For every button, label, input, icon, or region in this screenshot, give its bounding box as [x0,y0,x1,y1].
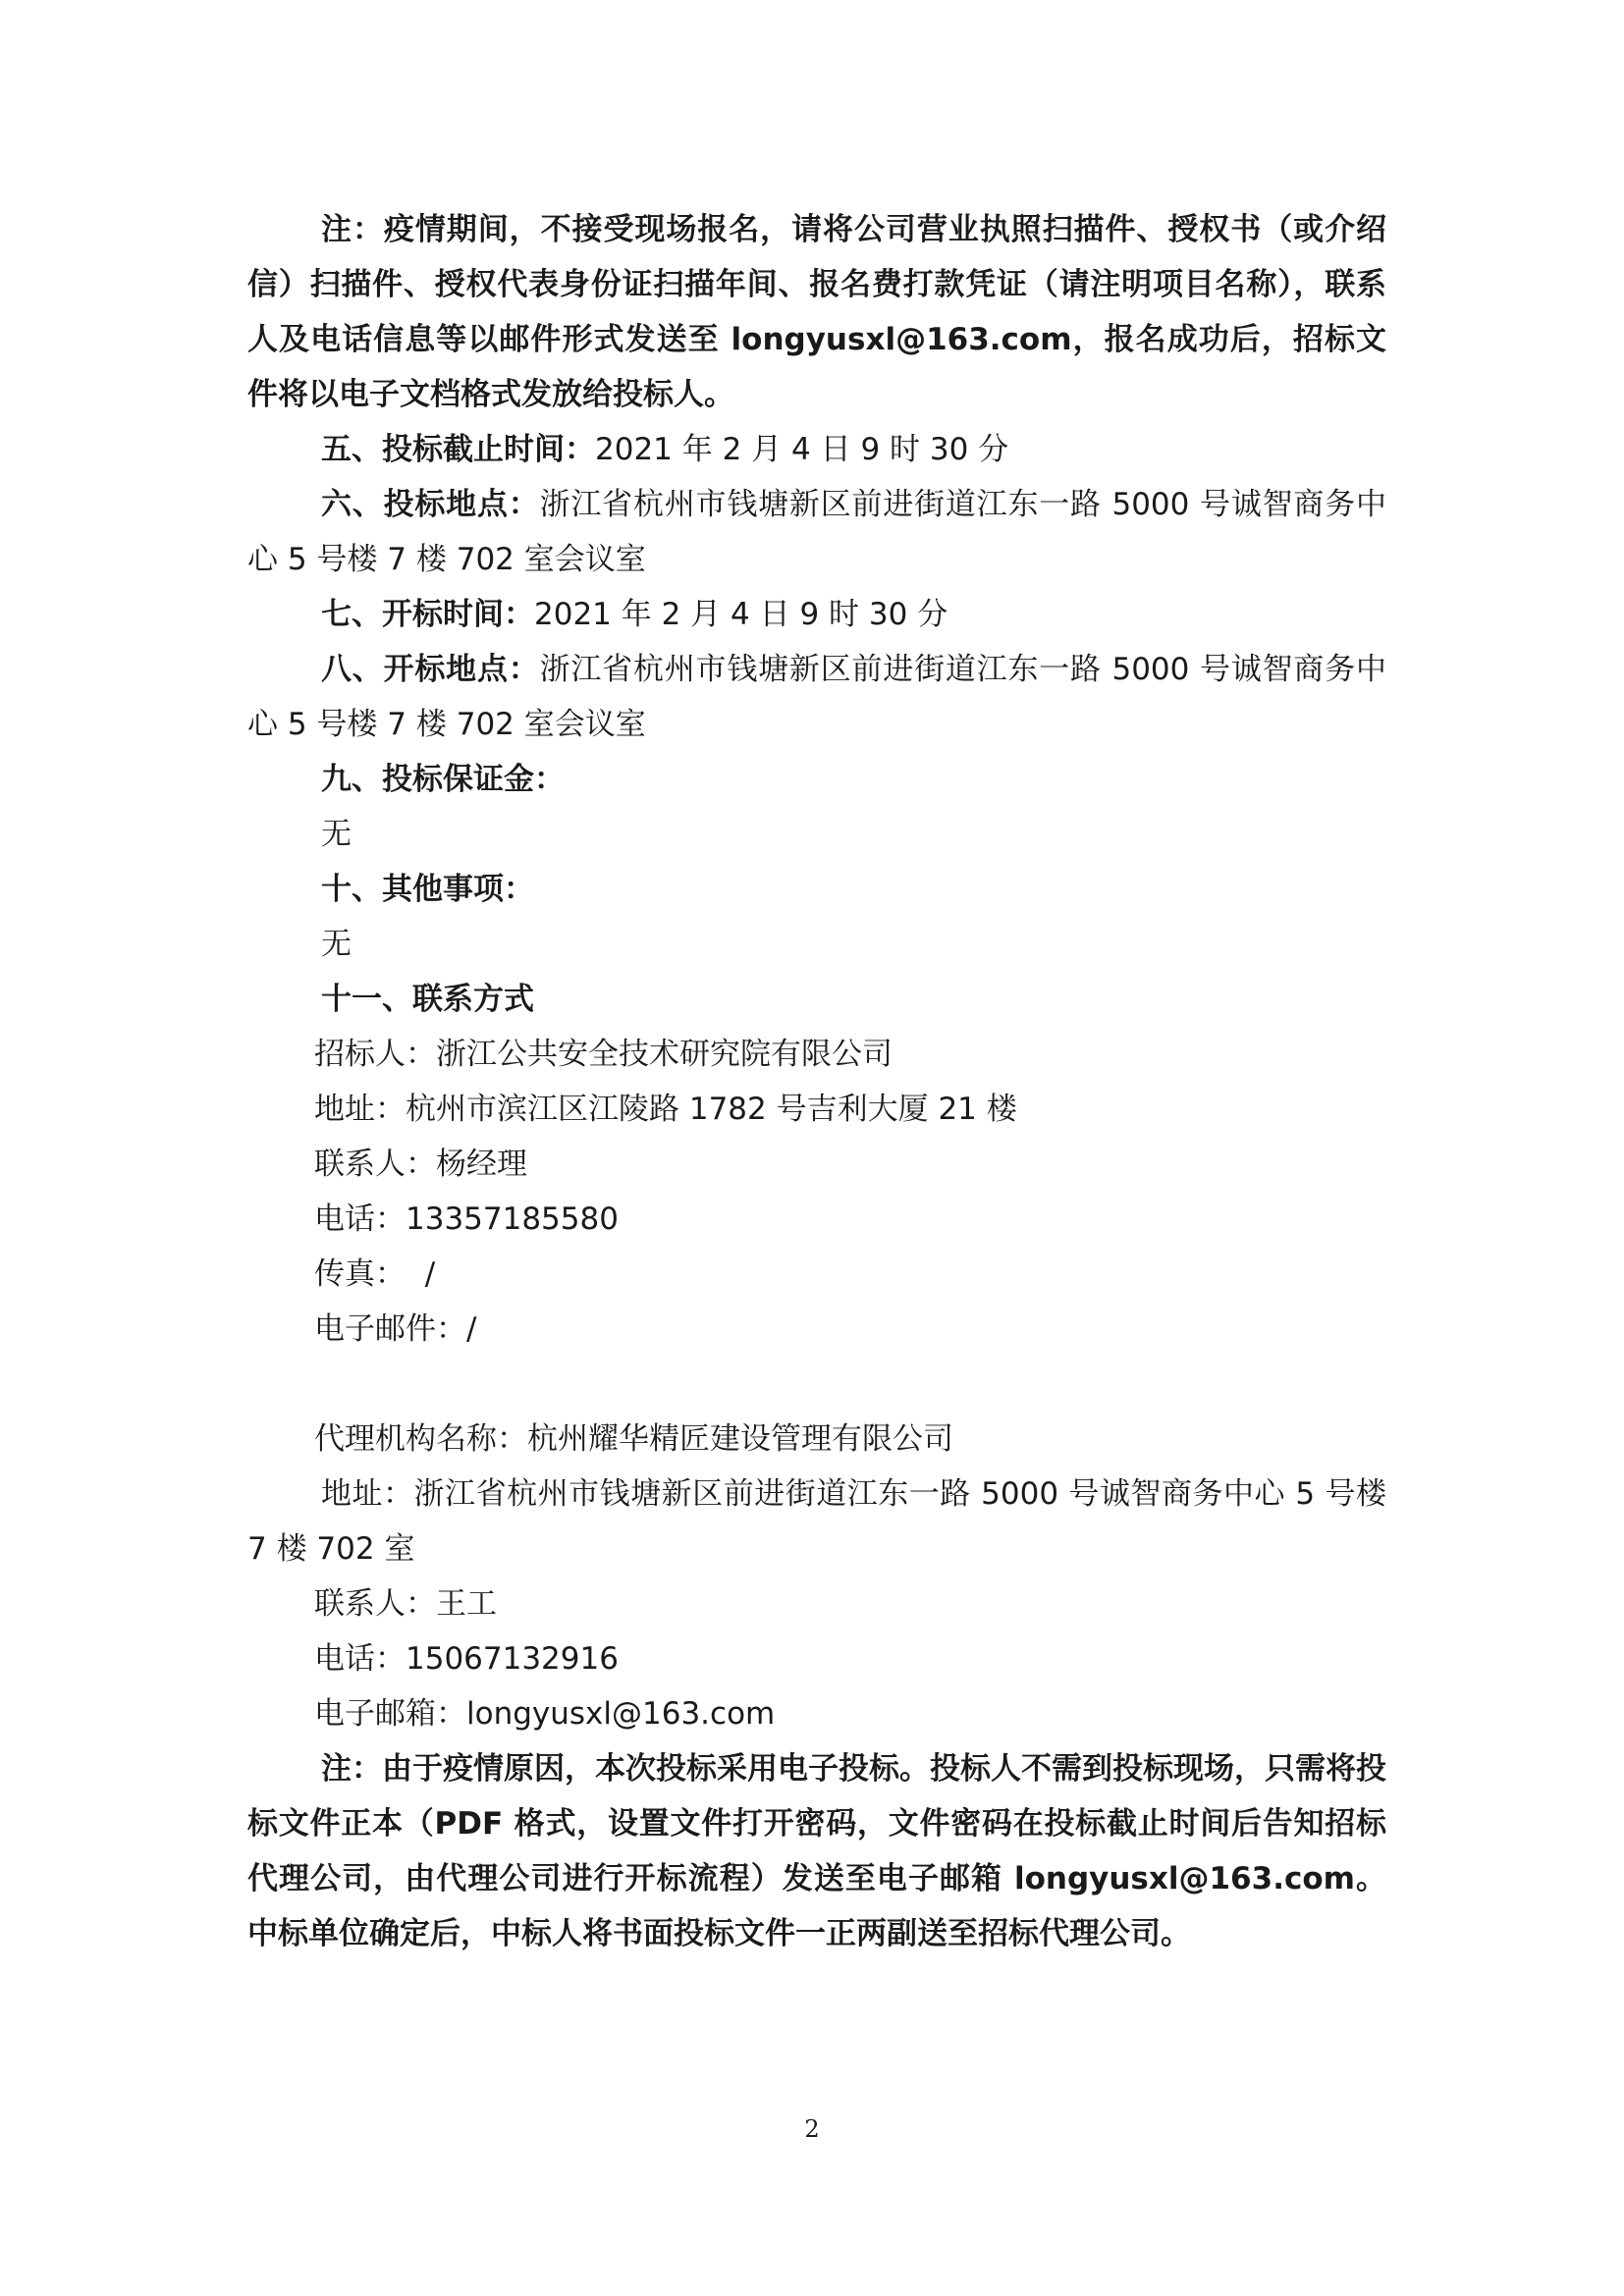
deposit-heading: 九、投标保证金： [321,762,565,797]
field-value: 杭州耀华精匠建设管理有限公司 [527,1421,953,1457]
notice-bottom-text: 由于疫情原因，本次投标采用电子投标。投标人不需到投标现场，只需将投标文件正本（PDF 格式，设置文件打开密码，文件密码在投标截止时间后告知招标代理公司，由代理公司进行开标流程）发送至电子邮箱 longyusxl@163.com。中标单位确定后，中标人将书面投标文件一正两副送至招标代理公司。 [247,1751,1386,1951]
field-label: 代理机构名称： [314,1421,527,1457]
tenderer-name [247,1027,1386,1082]
section-label: 六、投标地点： [321,487,540,522]
tenderer-phone [247,1192,1386,1247]
notice-top-text: 疫情期间，不接受现场报名，请将公司营业执照扫描件、授权书（或介绍信）扫描件、授权代表身份证扫描年间、报名费打款凭证（请注明项目名称），联系人及电话信息等以邮件形式发送至 longyusxl@163.com，报名成功后，招标文件将以电子文档格式发放给投标人。 [247,212,1387,412]
field-label: 电话： [314,1201,406,1237]
field-label: 传真： [314,1256,406,1292]
other-heading: 十、其他事项： [321,872,534,907]
tenderer-fax [247,1247,1386,1302]
field-value: 15067132916 [406,1641,619,1677]
field-value: / [466,1311,477,1347]
notice-bottom [247,1741,1386,1961]
notice-bottom-prefix: 注： [321,1751,382,1787]
field-label: 电话： [314,1641,406,1677]
section-value: 浙江省杭州市钱塘新区前进街道江东一路 5000 号诚智商务中心 5 号楼 7 楼 702 室会议室 [247,487,1386,577]
tenderer-email [247,1302,1386,1357]
agent-contact-person [247,1576,1386,1631]
field-value: longyusxl@163.com [466,1696,776,1732]
page-number: 2 [804,2115,820,2143]
field-label: 招标人： [314,1037,436,1072]
section-value: 2021 年 2 月 4 日 9 时 30 分 [534,597,948,632]
field-value: 浙江公共安全技术研究院有限公司 [436,1037,893,1072]
agent-email [247,1686,1386,1741]
field-label: 电子邮件： [314,1311,466,1347]
section-bid-deadline [247,422,1386,477]
section-value: 浙江省杭州市钱塘新区前进街道江东一路 5000 号诚智商务中心 5 号楼 7 楼 702 室会议室 [247,652,1386,742]
agent-address [247,1467,1386,1576]
section-label: 五、投标截止时间： [321,432,595,467]
section-label: 七、开标时间： [321,597,534,632]
document-body [247,202,1386,1961]
field-value: 浙江省杭州市钱塘新区前进街道江东一路 5000 号诚智商务中心 5 号楼 7 楼 702 室 [247,1476,1387,1567]
field-label: 联系人： [314,1147,436,1182]
section-opening-time [247,587,1386,642]
field-value: / [406,1256,436,1292]
field-label: 联系人： [314,1586,436,1622]
section-opening-location [247,642,1386,752]
spacer [247,1357,1386,1412]
contact-heading: 十一、联系方式 [321,982,534,1017]
other-value: 无 [321,927,352,962]
field-value: 杭州市滨江区江陵路 1782 号吉利大厦 21 楼 [406,1092,1017,1127]
section-bid-location [247,477,1386,587]
agent-phone [247,1631,1386,1686]
section-value: 2021 年 2 月 4 日 9 时 30 分 [595,432,1009,467]
field-value: 13357185580 [406,1201,619,1237]
notice-top-prefix: 注： [321,212,384,247]
field-value: 王工 [436,1586,497,1622]
field-label: 地址： [321,1476,414,1512]
field-value: 杨经理 [436,1147,527,1182]
agent-name [247,1412,1386,1467]
deposit-value: 无 [321,817,352,852]
tenderer-contact-person [247,1137,1386,1192]
tenderer-address [247,1082,1386,1137]
field-label: 电子邮箱： [314,1696,466,1732]
field-label: 地址： [314,1092,406,1127]
section-label: 八、开标地点： [321,652,540,687]
notice-top [247,202,1386,422]
